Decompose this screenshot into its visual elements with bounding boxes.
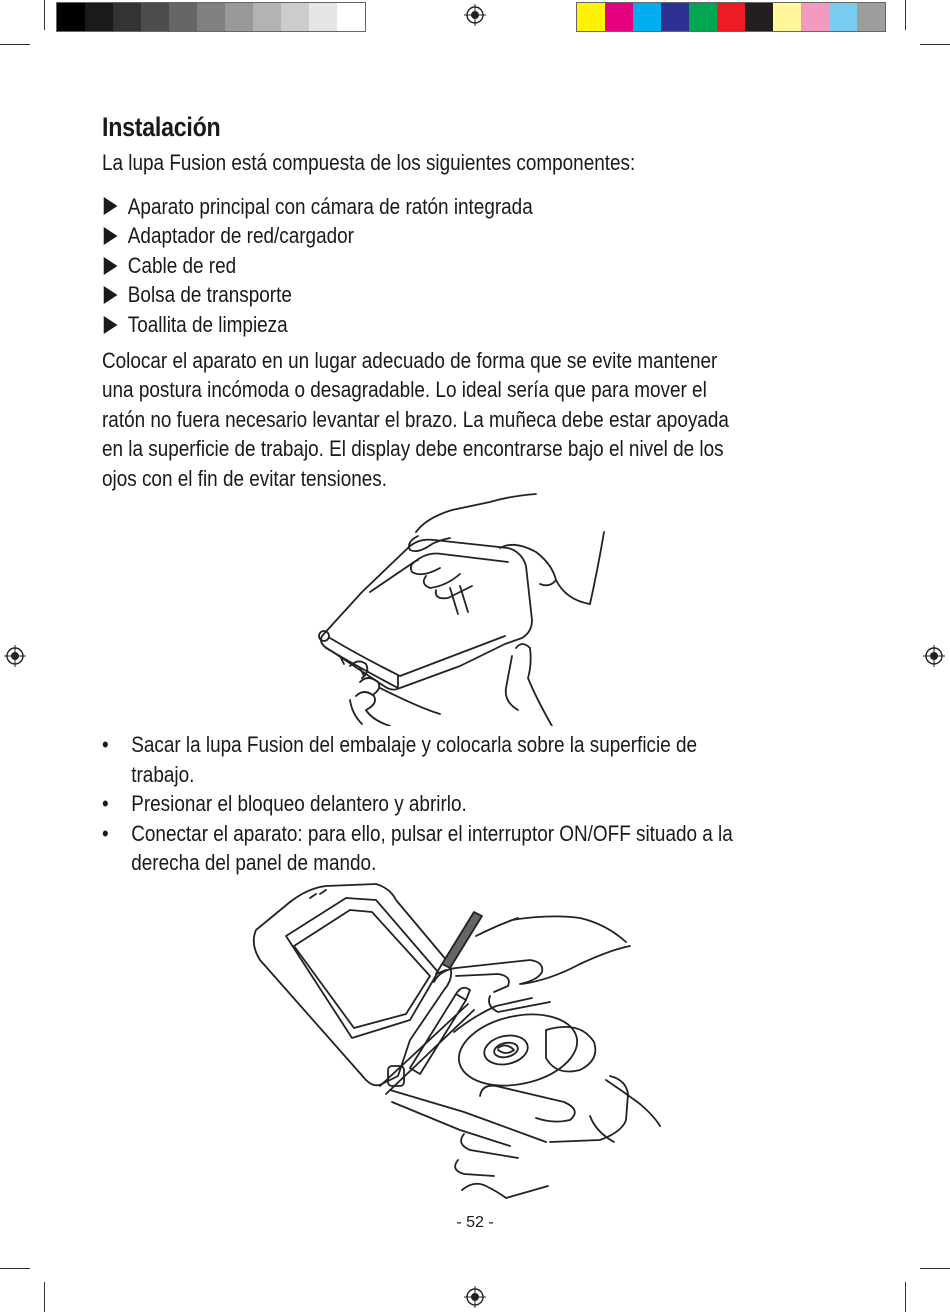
- crop-mark: [0, 1268, 30, 1269]
- component-label: Aparato principal con cámara de ratón integrada: [127, 193, 533, 219]
- paragraph-line: en la superficie de trabajo. El display debe encontrarse bajo el nivel de los: [102, 436, 724, 462]
- paragraph-line: ratón no fuera necesario levantar el brazo. La muñeca debe estar apoyada: [102, 406, 729, 432]
- step-line: Presionar el bloqueo delantero y abrirlo.: [131, 791, 467, 817]
- gray-swatch: [309, 3, 337, 31]
- placement-paragraph: [102, 346, 816, 494]
- color-swatch: [829, 3, 857, 31]
- registration-mark-icon: [464, 1286, 486, 1308]
- step-line: Sacar la lupa Fusion del embalaje y colocarla sobre la superficie de: [131, 732, 698, 757]
- list-item: [102, 789, 816, 819]
- color-swatch: [689, 3, 717, 31]
- list-item: [102, 280, 816, 310]
- intro-text: La lupa Fusion está compuesta de los siguientes componentes:: [102, 150, 636, 175]
- list-item: [102, 221, 816, 251]
- triangle-bullet-icon: [104, 316, 118, 334]
- steps-list: [102, 730, 816, 878]
- color-swatch: [661, 3, 689, 31]
- gray-swatch: [141, 3, 169, 31]
- color-swatch: [773, 3, 801, 31]
- triangle-bullet-icon: [104, 257, 118, 275]
- list-item: [102, 819, 816, 878]
- paragraph-line: Colocar el aparato en un lugar adecuado de forma que se evite mantener: [102, 347, 718, 373]
- installation-section: [102, 110, 822, 494]
- gray-swatch: [197, 3, 225, 31]
- component-label: Cable de red: [127, 252, 237, 278]
- color-calibration-bar: [576, 2, 886, 32]
- bullet-dot: •: [102, 791, 109, 817]
- gray-swatch: [253, 3, 281, 31]
- page-number: - 52 -: [456, 1214, 494, 1231]
- paragraph-line: una postura incómoda o desagradable. Lo ideal sería que para mover el: [102, 377, 707, 403]
- crop-mark: [905, 1282, 906, 1312]
- color-swatch: [633, 3, 661, 31]
- registration-mark-icon: [923, 645, 945, 667]
- list-item: [102, 192, 816, 222]
- crop-mark: [44, 1282, 45, 1312]
- gray-swatch: [169, 3, 197, 31]
- list-item: [102, 730, 816, 789]
- gray-swatch: [225, 3, 253, 31]
- component-label: Bolsa de transporte: [127, 282, 292, 308]
- triangle-bullet-icon: [104, 227, 118, 245]
- color-swatch: [857, 3, 885, 31]
- bullet-dot: •: [102, 732, 109, 757]
- grayscale-calibration-bar: [56, 2, 366, 32]
- color-swatch: [717, 3, 745, 31]
- color-swatch: [801, 3, 829, 31]
- color-swatch: [577, 3, 605, 31]
- crop-mark: [905, 0, 906, 30]
- gray-swatch: [113, 3, 141, 31]
- triangle-bullet-icon: [104, 197, 118, 215]
- gray-swatch: [57, 3, 85, 31]
- triangle-bullet-icon: [104, 286, 118, 304]
- section-title: Instalación: [102, 112, 221, 142]
- closed-device-illustration: [300, 488, 620, 726]
- gray-swatch: [281, 3, 309, 31]
- registration-mark-icon: [464, 4, 486, 26]
- components-list: [102, 192, 816, 340]
- bullet-dot: •: [102, 820, 109, 846]
- component-label: Adaptador de red/cargador: [127, 223, 354, 249]
- registration-mark-icon: [4, 645, 26, 667]
- crop-mark: [920, 44, 950, 45]
- crop-mark: [920, 1268, 950, 1269]
- paragraph-line: ojos con el fin de evitar tensiones.: [102, 465, 388, 491]
- list-item: [102, 251, 816, 281]
- crop-mark: [44, 0, 45, 30]
- color-swatch: [605, 3, 633, 31]
- color-swatch: [745, 3, 773, 31]
- crop-mark: [0, 44, 30, 45]
- step-line: Conectar el aparato: para ello, pulsar el interruptor ON/OFF situado a la: [131, 820, 733, 846]
- step-line: derecha del panel de mando.: [131, 850, 377, 876]
- list-item: [102, 310, 816, 340]
- gray-swatch: [337, 3, 365, 31]
- open-device-illustration: [250, 880, 670, 1200]
- gray-swatch: [85, 3, 113, 31]
- step-line: trabajo.: [131, 761, 195, 787]
- component-label: Toallita de limpieza: [127, 311, 288, 337]
